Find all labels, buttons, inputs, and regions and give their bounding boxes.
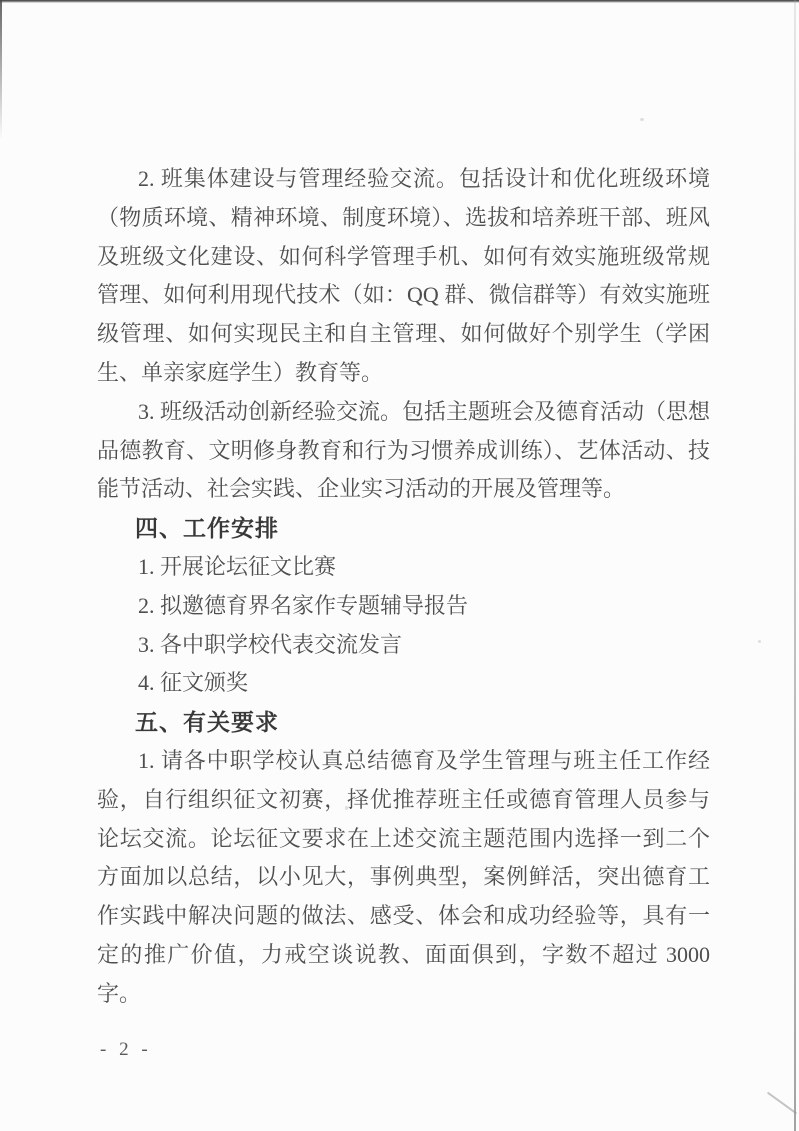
section-heading-requirements: 五、有关要求 — [135, 709, 279, 736]
body-paragraph-2: 2. 班集体建设与管理经验交流。包括设计和优化班级环境（物质环境、精神环境、制度环境）、选拔和培养班干部、班风及班级文化建设、如何科学管理手机、如何有效实施班级常规管理、如何利用现代技术（如：QQ 群、微信群等）有效实施班级管理、如何实现民主和自主管理、如何做好个别学生（学困生、单亲家庭学生）教育等。 — [97, 166, 710, 385]
body-paragraph-3: 3. 班级活动创新经验交流。包括主题班会及德育活动（思想品德教育、文明修身教育和行为习惯养成训练）、艺体活动、技能节活动、社会实践、企业实习活动的开展及管理等。 — [97, 398, 711, 502]
scan-edge-left — [0, 0, 2, 140]
list-item-1: 1. 开展论坛征文比赛 — [138, 553, 337, 579]
list-item-3: 3. 各中职学校代表交流发言 — [138, 631, 403, 657]
scan-corner-mark — [767, 1092, 797, 1115]
scan-speck — [640, 118, 644, 121]
document-body — [97, 160, 710, 1014]
section-heading-work-arrangement: 四、工作安排 — [135, 515, 279, 542]
body-paragraph-requirements-1: 1. 请各中职学校认真总结德育及学生管理与班主任工作经验，自行组织征文初赛，择优推荐班主任或德育管理人员参与论坛交流。论坛征文要求在上述交流主题范围内选择一到二个方面加以总结，以小见大，事例典型，案例鲜活，突出德育工作实践中解决问题的做法、感受、体会和成功经验等，具有一定的推广价值，力戒空谈说教、面面俱到，字数不超过 3000 字。 — [97, 747, 710, 1006]
page-number: - 2 - — [100, 1039, 152, 1060]
scan-edge-right — [794, 0, 796, 1131]
scan-edge-top — [0, 0, 799, 3]
scan-speck — [758, 640, 761, 643]
list-item-2: 2. 拟邀德育界名家作专题辅导报告 — [138, 592, 469, 618]
list-item-4: 4. 征文颁奖 — [138, 670, 249, 696]
